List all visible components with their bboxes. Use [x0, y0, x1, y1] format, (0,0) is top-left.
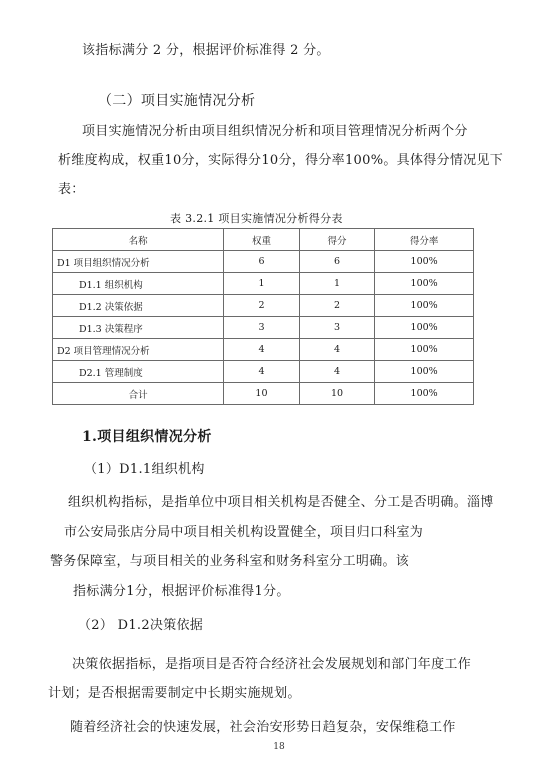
table-cell: 100%	[375, 317, 474, 339]
paragraph-line: 决策依据指标，是指项目是否符合经济社会发展规划和部门年度工作	[72, 657, 472, 672]
table-cell: 100%	[375, 251, 474, 273]
item-heading: （1）D1.1组织机构	[84, 462, 205, 477]
table-cell: 2	[299, 295, 375, 317]
table-row	[53, 361, 474, 383]
score-sentence: 该指标满分 2 分，根据评价标准得 2 分。	[82, 43, 330, 58]
paragraph-line: 指标满分1分，根据评价标准得1分。	[73, 584, 290, 599]
paragraph-line: 市公安局张店分局中项目相关机构设置健全，项目归口科室为	[64, 525, 424, 540]
table-cell: D1.3 决策程序	[53, 317, 224, 339]
page-number: 18	[273, 742, 285, 752]
table-row	[53, 273, 474, 295]
table-cell: 6	[224, 251, 300, 273]
table-cell: 1	[224, 273, 300, 295]
header-cell: 得分率	[375, 229, 474, 251]
paragraph-line: 警务保障室，与项目相关的业务科室和财务科室分工明确。该	[50, 554, 410, 569]
table-cell: 10	[224, 383, 300, 405]
table-cell: 3	[299, 317, 375, 339]
table-cell: D1 项目组织情况分析	[53, 251, 224, 273]
table-cell: 6	[299, 251, 375, 273]
paragraph-line: 计划；是否根据需要制定中长期实施规划。	[48, 686, 301, 701]
table-row	[53, 339, 474, 361]
paragraph-line: 随着经济社会的快速发展，社会治安形势日趋复杂，安保维稳工作	[70, 720, 456, 735]
header-cell: 得分	[299, 229, 375, 251]
header-cell: 权重	[224, 229, 300, 251]
table-cell: 100%	[375, 383, 474, 405]
table-caption: 表 3.2.1 项目实施情况分析得分表	[170, 212, 343, 225]
table-cell: 4	[299, 339, 375, 361]
score-table	[52, 228, 474, 405]
paragraph-line: 析维度构成，权重10分，实际得分10分，得分率100%。具体得分情况见下	[58, 153, 504, 168]
paragraph-line: 组织机构指标，是指单位中项目相关机构是否健全、分工是否明确。淄博	[68, 495, 494, 510]
table-cell: 3	[224, 317, 300, 339]
table-cell: D2.1 管理制度	[53, 361, 224, 383]
table-header-row	[53, 229, 474, 251]
table-total-row	[53, 383, 474, 405]
table-cell: 4	[224, 361, 300, 383]
table-cell: D2 项目管理情况分析	[53, 339, 224, 361]
paragraph-line: 表：	[58, 182, 85, 197]
table-cell: 100%	[375, 273, 474, 295]
section-heading: （二）项目实施情况分析	[98, 93, 256, 109]
table-row	[53, 251, 474, 273]
table-cell: D1.1 组织机构	[53, 273, 224, 295]
table-cell: 100%	[375, 339, 474, 361]
table-cell: 10	[299, 383, 375, 405]
table-cell: 4	[299, 361, 375, 383]
table-cell: 1	[299, 273, 375, 295]
table-cell: 4	[224, 339, 300, 361]
table-cell: 2	[224, 295, 300, 317]
subsection-heading: 1.项目组织情况分析	[82, 429, 212, 445]
table-cell: 合计	[53, 383, 224, 405]
table-cell: 100%	[375, 295, 474, 317]
table-row	[53, 295, 474, 317]
header-cell: 名称	[53, 229, 224, 251]
table-cell: D1.2 决策依据	[53, 295, 224, 317]
table-row	[53, 317, 474, 339]
table-cell: 100%	[375, 361, 474, 383]
item-heading: （2） D1.2决策依据	[78, 618, 204, 633]
paragraph-line: 项目实施情况分析由项目组织情况分析和项目管理情况分析两个分	[82, 124, 468, 139]
